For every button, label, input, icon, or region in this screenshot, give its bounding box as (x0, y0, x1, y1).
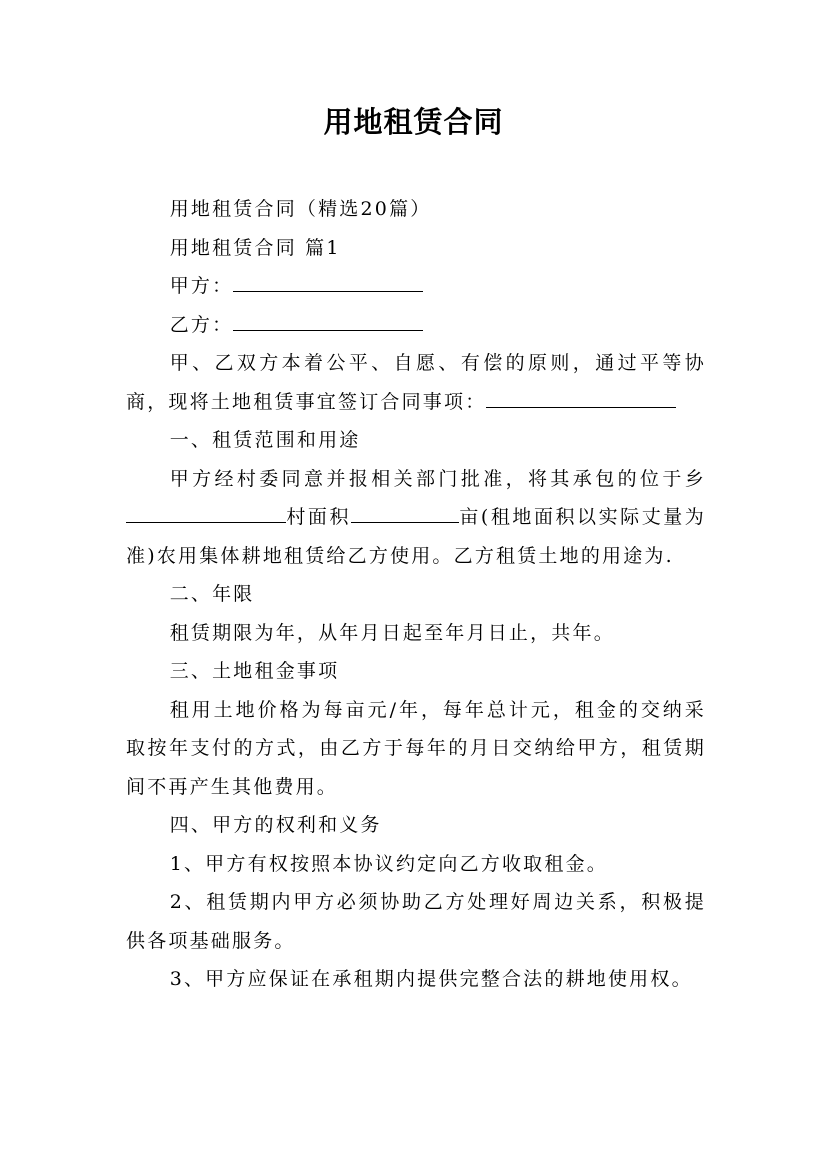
clause-1: 1、甲方有权按照本协议约定向乙方收取租金。 (169, 852, 608, 875)
area-blank (351, 504, 459, 523)
paragraph-preamble (126, 344, 706, 421)
clause-2: 2、租赁期内甲方必须协助乙方处理好周边关系，积极提供各项基础服务。 (126, 891, 706, 952)
paragraph-heading-article-1: 用地租赁合同 篇1 (169, 236, 341, 259)
paragraph-rent: 租用土地价格为每亩元/年，每年总计元，租金的交纳采取按年支付的方式，由乙方于每年的月日交纳给甲方，租赁期间不再产生其他费用。 (126, 698, 706, 798)
party-b-blank (233, 312, 423, 331)
document-body (126, 190, 706, 999)
party-a-label: 甲方： (169, 275, 234, 297)
scope-text-c: 亩(租地面积以实际丈量为准)农用集体耕地租赁给乙方使用。乙方租赁土地的用途为. (126, 506, 706, 567)
clause-3: 3、甲方应保证在承租期内提供完整合法的耕地使用权。 (169, 968, 693, 990)
paragraph-scope (126, 460, 706, 576)
preamble-blank (486, 389, 676, 408)
section-heading-3: 三、土地租金事项 (169, 660, 340, 682)
scope-text-b: 村面积 (286, 506, 351, 528)
section-heading-2: 二、年限 (169, 583, 255, 605)
paragraph-term: 租赁期限为年，从年月日起至年月日止，共年。 (169, 621, 615, 644)
party-a-blank (233, 273, 423, 292)
scope-text-a: 甲方经村委同意并报相关部门批准，将其承包的位于乡 (169, 467, 706, 490)
party-b-line (126, 306, 706, 345)
party-a-line (126, 267, 706, 306)
preamble-text: 甲、乙双方本着公平、自愿、有偿的原则，通过平等协商，现将土地租赁事宜签订合同事项： (126, 352, 706, 413)
paragraph-heading-collection: 用地租赁合同（精选20篇） (169, 198, 432, 220)
document-title: 用地租赁合同 (323, 105, 504, 139)
section-heading-1: 一、租赁范围和用途 (169, 429, 361, 451)
village-blank (126, 504, 286, 523)
section-heading-4: 四、甲方的权利和义务 (169, 814, 382, 836)
party-b-label: 乙方： (169, 313, 234, 336)
